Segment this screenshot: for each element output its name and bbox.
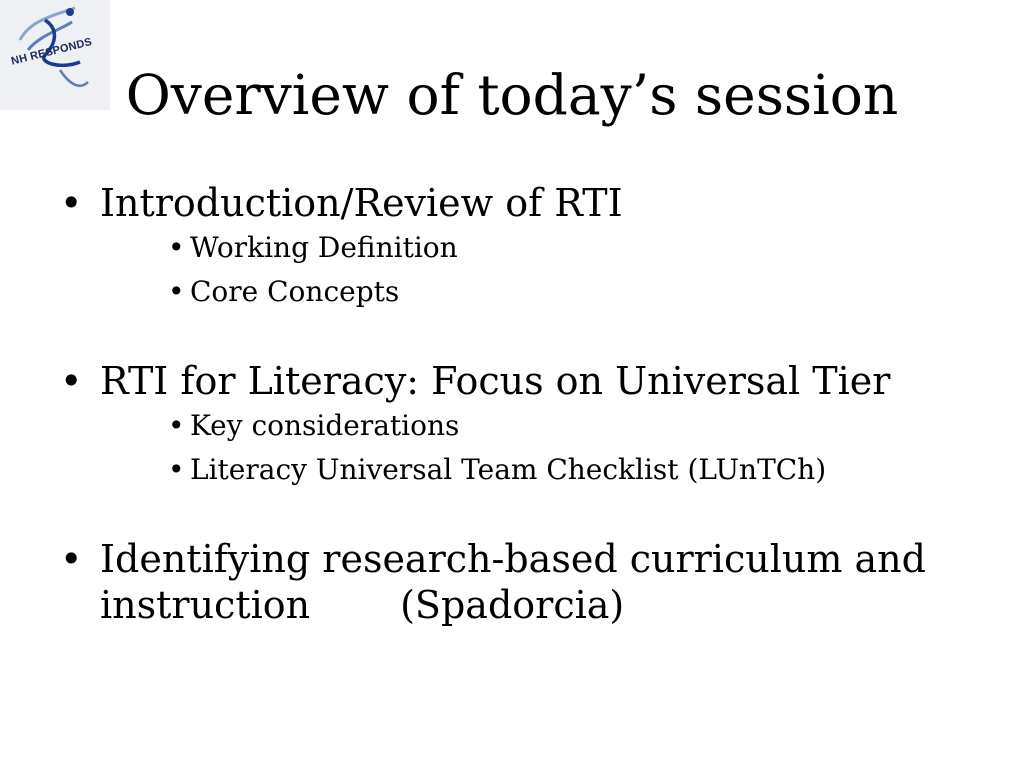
sub-bullet-glyph: •: [168, 231, 185, 264]
bullet-text-line-2b: (Spadorcia): [400, 583, 625, 627]
sub-bullet-glyph: •: [168, 453, 185, 486]
bullet-item-1: [60, 180, 1000, 226]
bullet-text-line-1: Identifying research-based curriculum and: [100, 537, 926, 581]
logo-text: NH RESPONDS: [10, 35, 94, 68]
bullet-glyph: •: [60, 181, 83, 225]
sub-bullet-text: Key considerations: [190, 409, 460, 442]
sub-bullet-item: [60, 270, 1000, 314]
sub-bullet-glyph: •: [168, 409, 185, 442]
bullet-item-2: [60, 358, 1000, 404]
bullet-glyph: •: [60, 537, 83, 581]
sub-bullet-item: [60, 448, 1000, 492]
sub-bullet-text: Working Definition: [190, 231, 458, 264]
sub-bullet-item: [60, 404, 1000, 448]
slide-title: Overview of today’s session: [125, 63, 899, 127]
bullet-glyph: •: [60, 359, 83, 403]
bullet-item-3: [60, 536, 1000, 628]
bullet-text: RTI for Literacy: Focus on Universal Tier: [100, 359, 891, 403]
sub-bullet-glyph: •: [168, 275, 185, 308]
bullet-text: Introduction/Review of RTI: [100, 181, 623, 225]
sub-bullet-text: Core Concepts: [190, 275, 400, 308]
sub-bullet-item: [60, 226, 1000, 270]
sub-bullet-text: Literacy Universal Team Checklist (LUnTCh): [190, 453, 827, 486]
bullet-list: [60, 180, 1000, 628]
bullet-text-line-2a: instruction: [100, 583, 311, 627]
